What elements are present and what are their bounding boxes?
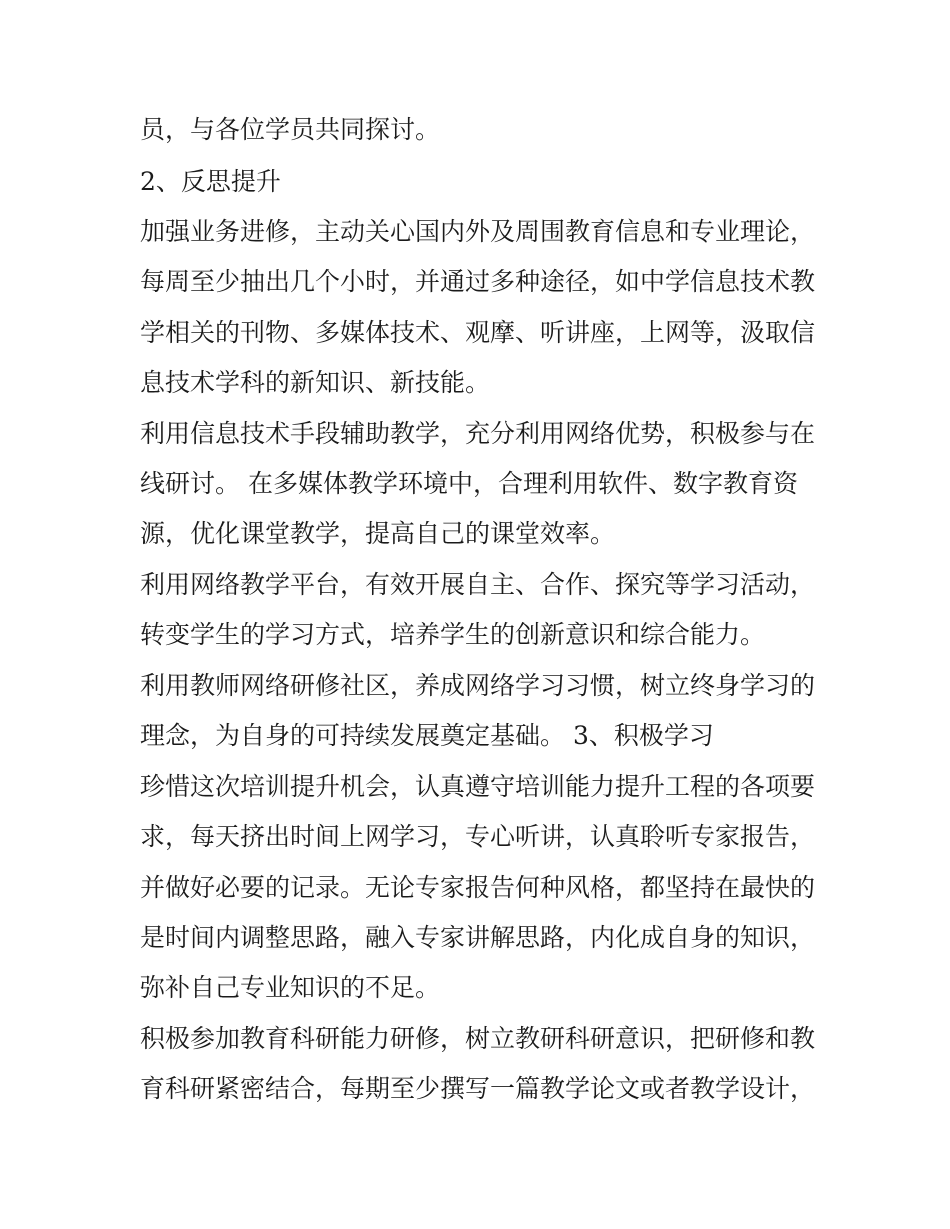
section-heading: 2、反思提升 bbox=[140, 167, 281, 196]
text-line: 每周至少抽出几个小时，并通过多种途径，如中学信息技术教 bbox=[140, 267, 816, 296]
text-line: 学相关的刊物、多媒体技术、观摩、听讲座，上网等，汲取信 bbox=[140, 318, 816, 347]
text-line: 利用信息技术手段辅助教学，充分利用网络优势，积极参与在 bbox=[140, 419, 816, 448]
text-line: 并做好必要的记录。无论专家报告何种风格，都坚持在最快的 bbox=[140, 873, 816, 902]
text-line: 源，优化课堂教学，提高自己的课堂效率。 bbox=[140, 519, 616, 548]
text-line: 利用教师网络研修社区，养成网络学习习惯，树立终身学习的 bbox=[140, 671, 816, 700]
text-line: 积极参加教育科研能力研修，树立教研科研意识，把研修和教 bbox=[140, 1024, 816, 1053]
text-line: 转变学生的学习方式，培养学生的创新意识和综合能力。 bbox=[140, 620, 766, 649]
text-line: 是时间内调整思路，融入专家讲解思路，内化成自身的知识， bbox=[140, 923, 816, 952]
text-line: 息技术学科的新知识、新技能。 bbox=[140, 368, 491, 397]
text-line: 加强业务进修，主动关心国内外及周围教育信息和专业理论， bbox=[140, 217, 816, 246]
text-line: 珍惜这次培训提升机会，认真遵守培训能力提升工程的各项要 bbox=[140, 772, 816, 801]
text-line: 弥补自己专业知识的不足。 bbox=[140, 973, 441, 1002]
text-line: 利用网络教学平台，有效开展自主、合作、探究等学习活动， bbox=[140, 570, 816, 599]
text-line: 理念，为自身的可持续发展奠定基础。 3、积极学习 bbox=[140, 721, 714, 750]
text-line: 员，与各位学员共同探讨。 bbox=[140, 115, 441, 144]
text-line: 育科研紧密结合，每期至少撰写一篇教学论文或者教学设计， bbox=[140, 1074, 816, 1103]
text-line: 线研讨。 在多媒体教学环境中，合理利用软件、数字教育资 bbox=[140, 469, 798, 498]
text-line: 求，每天挤出时间上网学习，专心听讲，认真聆听专家报告， bbox=[140, 822, 816, 851]
